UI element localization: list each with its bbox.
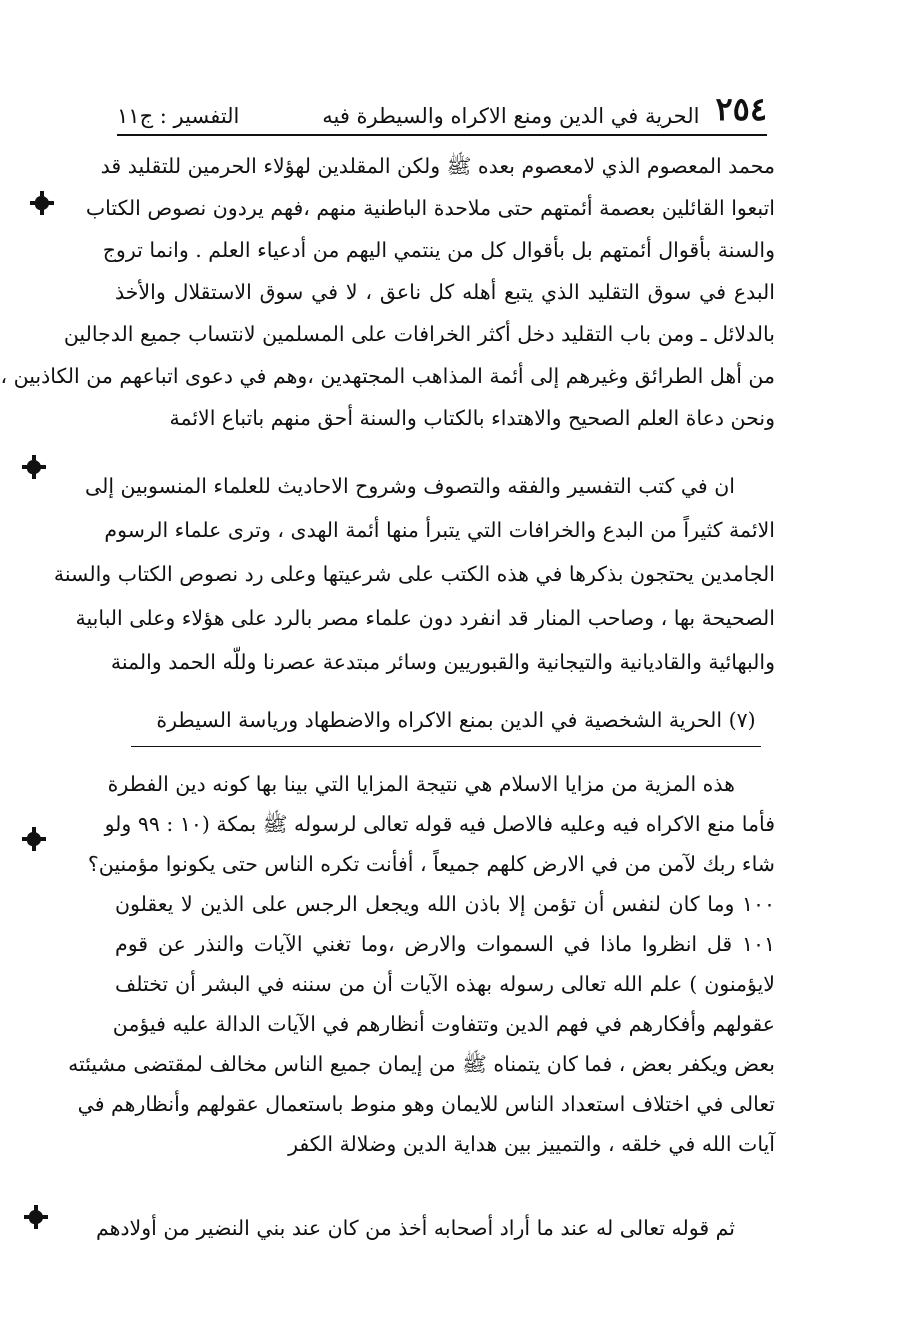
text-line: والبهائية والقاديانية والتيجانية والقبوريين وسائر مبتدعة عصرنا وللّه الحمد والمنة <box>110 650 775 674</box>
binding-hole-mark <box>29 1210 43 1224</box>
volume-label: التفسير : ج١١ <box>117 104 240 128</box>
text-line: الصحيحة بها ، وصاحب المنار قد انفرد دون علماء مصر بالرد على هؤلاء وعلى البابية <box>75 606 775 630</box>
binding-hole-mark <box>27 832 41 846</box>
text-line: لايؤمنون ) علم الله تعالى رسوله بهذه الآيات أن من سننه في البشر أن تختلف <box>115 972 775 996</box>
text-line: محمد المعصوم الذي لامعصوم بعده ﷺ ولكن المقلدين لهؤلاء الحرمين للتقليد قد <box>100 154 775 178</box>
text-line: ثم قوله تعالى له عند ما أراد أصحابه أخذ من كان عند بني النضير من أولادهم <box>95 1216 735 1240</box>
binding-hole-mark <box>35 196 49 210</box>
text-line: ان في كتب التفسير والفقه والتصوف وشروح الاحاديث للعلماء المنسوبين إلى <box>85 474 735 498</box>
text-line: فأما منع الاكراه فيه وعليه فالاصل فيه قوله تعالى لرسوله ﷺ بمكة (١٠ : ٩٩ ولو <box>104 812 775 836</box>
text-line: شاء ربك لآمن من في الارض كلهم جميعاً ، أفأنت تكره الناس حتى يكونوا مؤمنين؟ <box>87 852 775 876</box>
text-line: ونحن دعاة العلم الصحيح والاهتداء بالكتاب والسنة أحق منهم باتباع الائمة <box>169 406 775 430</box>
text-line: تعالى في اختلاف استعداد الناس للايمان وهو منوط باستعمال عقولهم وأنظارهم في <box>77 1092 775 1116</box>
text-line: عقولهم وأفكارهم في فهم الدين وتتفاوت أنظارهم في الآيات الدالة عليه فيؤمن <box>112 1012 775 1036</box>
text-line: ١٠١ قل انظروا ماذا في السموات والارض ،وما تغني الآيات والنذر عن قوم <box>115 932 775 956</box>
text-line: هذه المزية من مزايا الاسلام هي نتيجة المزايا التي بينا بها كونه دين الفطرة <box>107 772 735 796</box>
page-header <box>117 84 767 136</box>
section-divider <box>131 746 761 747</box>
text-line: آيات الله في خلقه ، والتمييز بين هداية الدين وضلالة الكفر <box>288 1132 775 1156</box>
text-line: الائمة كثيراً من البدع والخرافات التي يتبرأ منها أئمة الهدى ، وترى علماء الرسوم <box>104 518 775 542</box>
text-line: بعض ويكفر بعض ، فما كان يتمناه ﷺ من إيمان جميع الناس مخالف لمقتضى مشيئته <box>68 1052 775 1076</box>
binding-hole-mark <box>27 460 41 474</box>
page-number: ٢٥٤ <box>715 90 767 128</box>
text-line: البدع في سوق التقليد الذي يتبع أهله كل ناعق ، لا في سوق الاستقلال والأخذ <box>115 280 775 304</box>
text-line: بالدلائل ـ ومن باب التقليد دخل أكثر الخرافات على المسلمين لانتساب جميع الدجالين <box>63 322 775 346</box>
text-line: اتبعوا القائلين بعصمة أئمتهم حتى ملاحدة الباطنية منهم ،فهم يردون نصوص الكتاب <box>85 196 775 220</box>
text-line: من أهل الطرائق وغيرهم إلى أئمة المذاهب المجتهدين ،وهم في دعوى اتباعهم من الكاذبين ، <box>0 364 775 388</box>
text-line: ١٠٠ وما كان لنفس أن تؤمن إلا باذن الله ويجعل الرجس على الذين لا يعقلون <box>115 892 775 916</box>
section-heading: (٧) الحرية الشخصية في الدين بمنع الاكراه والاضطهاد ورياسة السيطرة <box>156 708 756 732</box>
text-line: الجامدين يحتجون بذكرها في هذه الكتب على شرعيتها وعلى رد نصوص الكتاب والسنة <box>53 562 775 586</box>
running-title: الحرية في الدين ومنع الاكراه والسيطرة فيه <box>322 104 700 128</box>
text-line: والسنة بأقوال أئمتهم بل بأقوال كل من ينتمي اليهم من أدعياء العلم . وانما تروج <box>102 238 775 262</box>
